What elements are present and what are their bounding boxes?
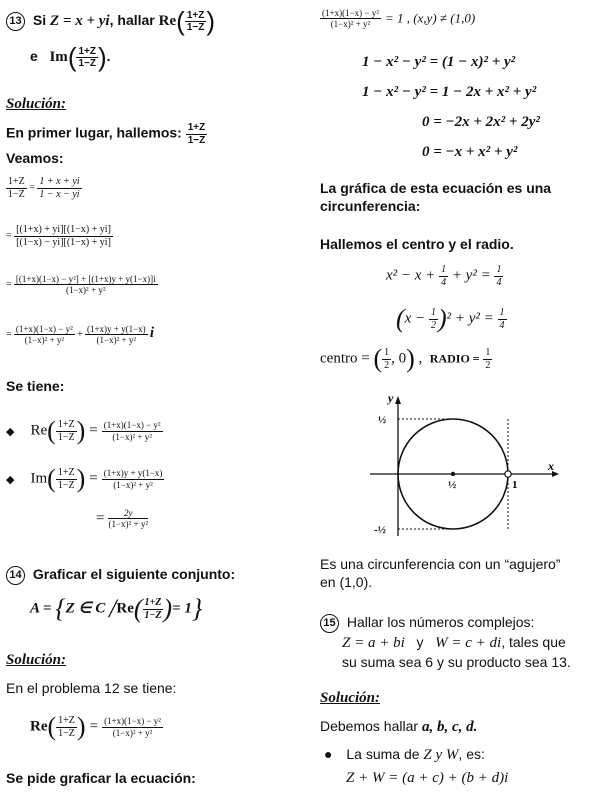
eq-4: 0 = −x + x² + y²: [422, 144, 518, 160]
centro-text: Hallemos el centro y el radio.: [320, 236, 514, 252]
tick-label-y-half: ½: [378, 414, 387, 426]
suma-eq: Z + W = (a + c) + (b + d)i: [346, 770, 509, 786]
eq-2: 1 − x² − y² = 1 − 2x + x² + y²: [362, 84, 537, 100]
step-4: = $\frac{\text{(1+x)(1−x) − y²}}{\text{(1−x)² + y²}}$ + $\frac{(1+x)y + y(1-x)}{\text{(1−x)² + y²}}$ i: [6, 324, 155, 346]
center-point: [451, 472, 455, 476]
problem-13-im: e Im( $\frac{1+Z}{1-Z}$ ).: [30, 42, 111, 72]
problem-13-statement: 13 Si Z = x + yi, hallar Re( $\frac{1+Z}{1-Z}$ ): [6, 6, 215, 37]
bullet-icon: ◆: [6, 473, 15, 486]
im-simplified: = $\frac{2y}{\text{(1−x)² + y²}}$: [96, 508, 149, 530]
debemos-text: Debemos hallar a, b, c, d.: [320, 718, 478, 735]
eq-1: 1 − x² − y² = (1 − x)² + y²: [362, 54, 516, 70]
first-text: En primer lugar, hallemos: $\frac{1+Z}{1-Z}$: [6, 122, 206, 146]
se-tiene: Se tiene:: [6, 378, 65, 394]
solution-heading-14: Solución:: [6, 652, 67, 668]
problem-12-ref: En el problema 12 se tiene:: [6, 680, 177, 696]
problem-15-line2: Z = a + bi y W = c + di, tales que: [342, 634, 566, 651]
circle-eq-2: (x − $\frac{1}{2}$ )² + y² = $\frac{1}{4}$: [396, 304, 505, 333]
veamos: Veamos:: [6, 150, 64, 166]
hole-text-1: Es una circunferencia con un “agujero”: [320, 556, 561, 572]
re-result: ◆ Re( $\frac{1+Z}{1-Z}$ ) = $\frac{\text{(1+x)(1−x) − y²}}{\text{(1−x)² + y²}}$: [6, 416, 161, 445]
problem-15-line1: 15 Hallar los números complejos:: [320, 614, 534, 633]
x-axis-label: x: [548, 459, 554, 473]
solution-heading-13: Solución:: [6, 96, 67, 112]
problem-number-14: 14: [6, 566, 25, 585]
im-result: ◆ Im( $\frac{1+Z}{1-Z}$ ) = $\frac{(1+x)y + y(1-x)}{\text{(1−x)² + y²}}$: [6, 464, 163, 493]
re-ref-eq: Re( $\frac{1+Z}{1-Z}$ ) = $\frac{\text{(1+x)(1−x) − y²}}{\text{(1−x)² + y²}}$: [30, 712, 161, 741]
graph-text-1: La gráfica de esta ecuación es una: [320, 180, 552, 196]
problem-15-line3: su suma sea 6 y su producto sea 13.: [342, 654, 571, 670]
solution-heading-15: Solución:: [320, 690, 381, 706]
step-1: $\frac{1+Z}{1-Z}$ = $\frac{1 + x + yi}{1 - x - yi}$: [8, 176, 80, 200]
circle-eq-1: x² − x + $\frac{1}{4}$ + y² = $\frac{1}{4}$: [386, 264, 502, 288]
circle-graph: [360, 390, 560, 540]
hole-text-2: en (1,0).: [320, 574, 373, 590]
tick-label-y-neg-half: -½: [374, 524, 386, 536]
problem-number-13: 13: [6, 12, 25, 31]
tick-label-x-half: ½: [448, 479, 457, 491]
se-pide: Se pide graficar la ecuación:: [6, 770, 196, 786]
graph-text-2: circunferencia:: [320, 198, 421, 214]
problem-14-statement: 14 Graficar el siguiente conjunto:: [6, 566, 235, 585]
step-3: = $\frac{\text{[(1+x)(1−x) − y²] + [(1+x)y + y(1−x)]i}}{\text{(1−x)² + y²}}$: [6, 274, 156, 296]
y-axis-arrow-icon: [395, 396, 401, 404]
eq-3: 0 = −2x + 2x² + 2y²: [422, 114, 540, 130]
centro-radio: centro = ( $\frac{1}{2}$ , 0) , RADIO = $\frac{1}{2}$: [320, 344, 491, 373]
y-axis-label: y: [388, 391, 394, 405]
tick-label-x-one: 1: [512, 479, 518, 491]
step-2: = $\frac{[(1+x) + yi][(1-x) + yi]}{[(1-x) - yi][(1-x) + yi]}$: [6, 224, 111, 248]
eq-0: $\frac{\text{(1+x)(1−x) − y²}}{\text{(1−x)² + y²}}$ = 1 , (x,y) ≠ (1,0): [322, 8, 476, 30]
bullet-dot-icon: ●: [324, 746, 333, 762]
hole-point: [505, 471, 511, 477]
problem-number-15: 15: [320, 614, 339, 633]
bullet-icon: ◆: [6, 425, 15, 438]
suma-text: ● La suma de Z y W, es:: [324, 746, 485, 763]
set-definition: A = {Z ∈ C /Re( $\frac{1+Z}{1-Z}$ )= 1}: [30, 594, 203, 623]
